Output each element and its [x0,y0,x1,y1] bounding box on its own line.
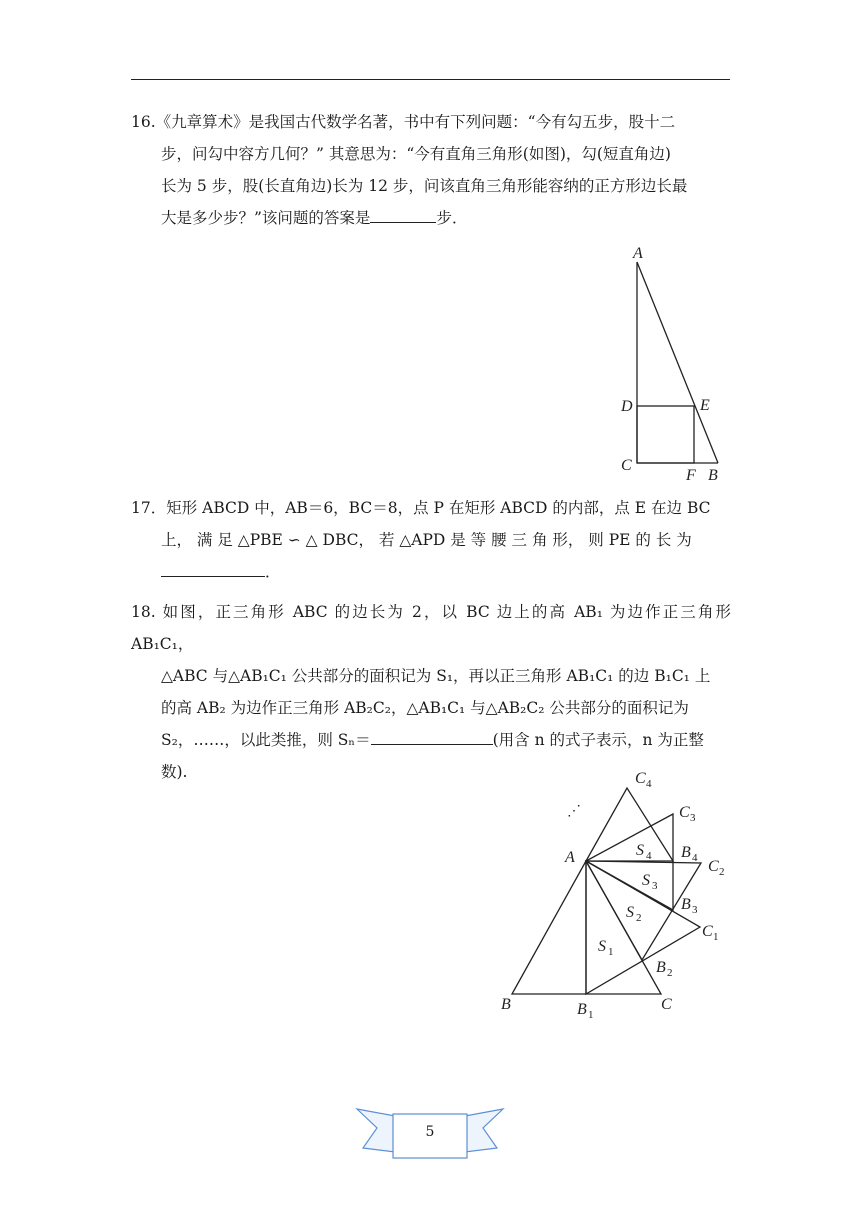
problem-18-line-3: 的高 AB₂ 为边作正三角形 AB₂C₂，△AB₁C₁ 与△AB₂C₂ 公共部分的面积记为 [161,699,689,717]
label-B3-sub: 3 [692,904,698,916]
label-B1-sub: 1 [588,1009,594,1021]
label-C1-sub: 1 [713,931,719,943]
problem-16-line-2: 步，问勾中容方几何？” 其意思为：“今有直角三角形(如图)，勾(短直角边) [161,145,671,163]
label-B2: B [656,959,666,976]
label-S2-sub: 2 [636,912,642,924]
answer-blank-17[interactable] [161,575,265,577]
label-B: B [501,996,511,1013]
problem-16-line-4 [131,202,731,234]
label-B2-sub: 2 [667,967,673,979]
problem-18-line-4 [131,724,731,756]
page-number: 5 [425,1124,435,1140]
problem-17-line-1: 17．矩形 ABCD 中，AB＝6，BC＝8，点 P 在矩形 ABCD 的内部，点 E 在边 BC [131,499,711,517]
label-S2: S [626,904,634,921]
problem-16-line-1: 16.《九章算术》是我国古代数学名著，书中有下列问题：“今有勾五步，股十二 [131,113,676,131]
label-A: A [633,245,643,262]
problem-16-line-3: 长为 5 步，股(长直角边)长为 12 步，问该直角三角形能容纳的正方形边长最 [161,177,688,195]
label-S1-sub: 1 [608,946,614,958]
problem-16 [131,106,731,234]
figure-16-right-triangle [610,240,730,485]
label-S1: S [598,938,606,955]
problem-16-unit: 步． [436,209,468,227]
problem-17 [131,492,731,588]
problem-17-end: ． [265,563,281,581]
label-C4-sub: 4 [646,778,652,790]
label-S4: S [636,842,644,859]
problem-18-line-2: △ABC 与△AB₁C₁ 公共部分的面积记为 S₁，再以正三角形 AB₁C₁ 的边 B₁C₁ 上 [161,667,711,685]
label-B1: B [577,1001,587,1018]
label-C: C [661,996,672,1013]
label-B4-sub: 4 [692,852,698,864]
problem-17-line-2: 上， 满 足 △PBE ∽ △ DBC， 若 △APD 是 等 腰 三 角 形， 则 PE 的 长 为 [161,531,692,549]
label-D: D [621,398,633,415]
problem-16-text: 大是多少步？”该问题的答案是 [161,209,371,227]
problem-17-line-3 [131,556,731,588]
label-C4: C [635,770,646,787]
problem-18-line-5: 数). [161,763,188,781]
continuation-dots: ⋰ [567,804,581,819]
label-B: B [708,467,718,484]
problem-18-line-1: 18. 如图，正三角形 ABC 的边长为 2，以 BC 边上的高 AB₁ 为边作正三角形 AB₁C₁， [131,603,731,653]
header-rule [131,79,730,80]
problem-18-text: S₂，……，以此类推，则 Sₙ＝ [161,731,371,749]
problem-18 [131,596,731,788]
label-C1: C [702,923,713,940]
label-E: E [700,397,710,414]
figure-18-nested-triangles [495,765,735,1025]
answer-blank-18[interactable] [371,743,493,745]
label-C3: C [679,804,690,821]
label-C2-sub: 2 [719,866,725,878]
label-S3: S [642,872,650,889]
label-C3-sub: 3 [690,812,696,824]
label-S3-sub: 3 [652,880,658,892]
label-S4-sub: 4 [646,850,652,862]
problem-18-hint: (用含 n 的式子表示，n 为正整 [492,731,704,749]
label-A: A [565,849,575,866]
answer-blank-16[interactable] [370,221,436,223]
label-C2: C [708,858,719,875]
label-B3: B [681,896,691,913]
label-F: F [686,467,696,484]
label-C: C [621,457,632,474]
label-B4: B [681,844,691,861]
